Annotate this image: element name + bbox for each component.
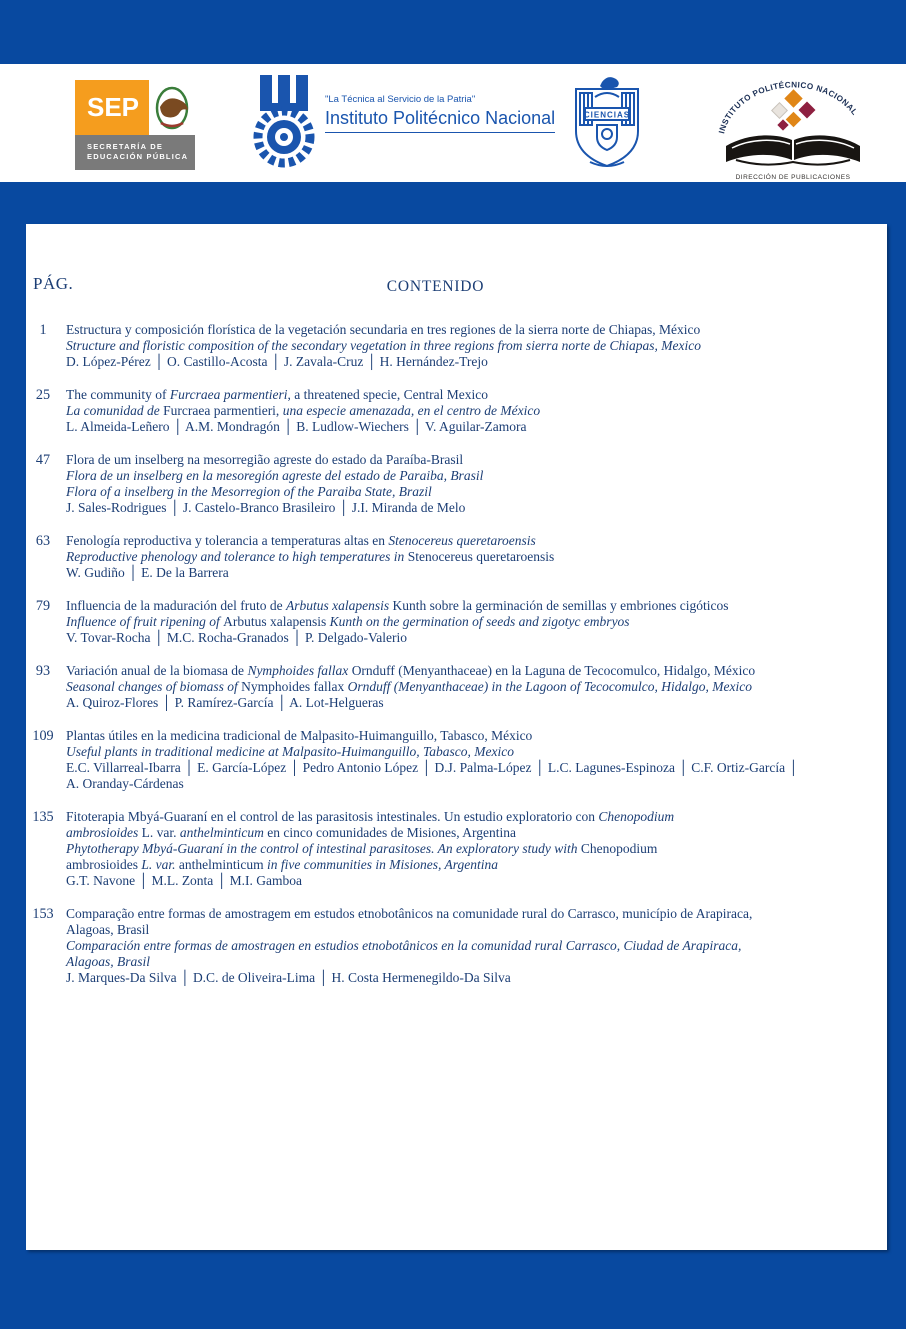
page-number: 135	[32, 809, 54, 825]
mexican-coat-of-arms-icon	[149, 80, 195, 135]
authors-line: E.C. Villarreal-Ibarra │ E. García-López │ Pedro Antonio López │ D.J. Palma-López │ L.C. Lagunes-Espinoza │ C.F. Ortiz-García │ A. Oranday-Cárdenas	[66, 760, 799, 791]
toc-entry	[26, 533, 887, 581]
toc-entry	[26, 809, 887, 889]
title-line: The community of Furcraea parmentieri, a threatened specie, Central Mexico	[66, 387, 489, 402]
authors-line: J. Sales-Rodrigues │ J. Castelo-Branco Brasileiro │ J.I. Miranda de Melo	[66, 500, 466, 515]
sep-logo-top	[75, 80, 195, 135]
authors-line: W. Gudiño │ E. De la Barrera	[66, 565, 229, 580]
page-number: 153	[32, 906, 54, 922]
entry-body	[66, 533, 884, 581]
toc-entry	[26, 906, 887, 986]
sep-caption	[75, 135, 195, 170]
page-number: 63	[35, 533, 51, 549]
encb-banner-text: CIENCIAS	[583, 110, 631, 120]
toc-entry	[26, 322, 887, 370]
toc-entry	[26, 598, 887, 646]
title-line: Influencia de la maduración del fruto de Arbutus xalapensis Kunth sobre la germinación de semillas y embriones cigóticos	[66, 598, 729, 613]
logo-band	[0, 64, 906, 182]
entry-body	[66, 387, 884, 435]
page-number: 109	[32, 728, 54, 744]
toc-entry	[26, 452, 887, 516]
encb-shield-icon	[568, 72, 646, 172]
entry-body	[66, 452, 884, 516]
open-book-icon	[712, 72, 874, 168]
ipn-emblem-icon	[252, 73, 316, 169]
pag-label: PÁG.	[33, 274, 74, 293]
top-blue-bar	[0, 0, 906, 64]
toc-entries	[26, 322, 887, 986]
toc-entry	[26, 387, 887, 435]
title-line: Phytotherapy Mbyá-Guaraní in the control of intestinal parasitoses. An exploratory study with Chenopodium ambrosioides L. var. anthelminticum in five communities in Misiones, Argentina	[66, 841, 658, 872]
title-line: Fenología reproductiva y tolerancia a temperaturas altas en Stenocereus queretaroensis	[66, 533, 536, 548]
authors-line: A. Quiroz-Flores │ P. Ramírez-García │ A. Lot-Helgueras	[66, 695, 384, 710]
entry-body	[66, 663, 884, 711]
toc-header	[26, 224, 887, 296]
svg-text:INSTITUTO POLITÉCNICO NACIONAL	[717, 80, 859, 135]
entry-body	[66, 598, 884, 646]
entry-body	[66, 728, 884, 792]
page-number: 93	[35, 663, 51, 679]
authors-line: G.T. Navone │ M.L. Zonta │ M.I. Gamboa	[66, 873, 302, 888]
page-number: 25	[35, 387, 51, 403]
ipn-motto: "La Técnica al Servicio de la Patria"	[325, 94, 476, 105]
publications-logo	[712, 72, 874, 181]
authors-line: J. Marques-Da Silva │ D.C. de Oliveira-Lima │ H. Costa Hermenegildo-Da Silva	[66, 970, 511, 985]
toc-title: CONTENIDO	[386, 278, 485, 295]
title-line: Reproductive phenology and tolerance to high temperatures in Stenocereus queretaroensis	[66, 549, 555, 564]
entry-body	[66, 322, 884, 370]
authors-line: D. López-Pérez │ O. Castillo-Acosta │ J. Zavala-Cruz │ H. Hernández-Trejo	[66, 354, 488, 369]
publications-caption: DIRECCIÓN DE PUBLICACIONES	[735, 174, 851, 181]
entry-body	[66, 809, 884, 889]
sep-caption-line1: SECRETARÍA DE	[87, 142, 164, 151]
page-number: 79	[35, 598, 51, 614]
title-line: Influence of fruit ripening of Arbutus xalapensis Kunth on the germination of seeds and zigotyc embryos	[66, 614, 630, 629]
page-number: 47	[35, 452, 51, 468]
publications-arc-text: INSTITUTO POLITÉCNICO NACIONAL	[717, 80, 860, 135]
title-line: Fitoterapia Mbyá-Guaraní en el control de las parasitosis intestinales. Un estudio exploratorio con Chenopodium ambrosioides L. var. anthelminticum en cinco comunidades de Misiones, Argentina	[66, 809, 675, 840]
blue-frame	[0, 182, 906, 1329]
content-box	[26, 224, 887, 1250]
ipn-name: Instituto Politécnico Nacional	[325, 108, 555, 133]
title-line: Flora de un inselberg en la mesoregión agreste del estado de Paraiba, Brasil	[66, 468, 484, 483]
entry-body	[66, 906, 884, 986]
sep-wordmark: SEP	[75, 80, 149, 135]
title-line: Structure and floristic composition of the secondary vegetation in three regions from sierra norte de Chiapas, Mexico	[66, 338, 702, 353]
title-line: Comparación entre formas de amostragen en estudios etnobotânicos en la comunidad rural Carrasco, Ciudad de Arapiraca, Alagoas, Brasil	[66, 938, 742, 969]
title-line: Variación anual de la biomasa de Nymphoides fallax Ornduff (Menyanthaceae) en la Laguna de Tecocomulco, Hidalgo, México	[66, 663, 756, 678]
title-line: Comparação entre formas de amostragem em estudos etnobotânicos na comunidade rural do Carrasco, município de Arapiraca, Alagoas, Brasil	[66, 906, 753, 937]
title-line: Flora of a inselberg in the Mesorregion of the Paraiba State, Brazil	[66, 484, 432, 499]
page-number: 1	[39, 322, 47, 338]
title-line: Estructura y composición florística de la vegetación secundaria en tres regiones de la sierra norte de Chiapas, México	[66, 322, 701, 337]
title-line: Plantas útiles en la medicina tradicional de Malpasito-Huimanguillo, Tabasco, México	[66, 728, 533, 743]
ipn-text-block	[325, 94, 555, 133]
toc-entry	[26, 728, 887, 792]
authors-line: L. Almeida-Leñero │ A.M. Mondragón │ B. Ludlow-Wiechers │ V. Aguilar-Zamora	[66, 419, 527, 434]
title-line: Seasonal changes of biomass of Nymphoides fallax Ornduff (Menyanthaceae) in the Lagoon of Tecocomulco, Hidalgo, Mexico	[66, 679, 753, 694]
sep-caption-line2: EDUCACIÓN PÚBLICA	[87, 152, 189, 161]
toc-entry	[26, 663, 887, 711]
sep-logo	[75, 80, 195, 170]
title-line: Useful plants in traditional medicine at Malpasito-Huimanguillo, Tabasco, Mexico	[66, 744, 514, 759]
authors-line: V. Tovar-Rocha │ M.C. Rocha-Granados │ P. Delgado-Valerio	[66, 630, 408, 645]
title-line: La comunidad de Furcraea parmentieri, una especie amenazada, en el centro de México	[66, 403, 541, 418]
title-line: Flora de um inselberg na mesorregião agreste do estado da Paraíba-Brasil	[66, 452, 464, 467]
